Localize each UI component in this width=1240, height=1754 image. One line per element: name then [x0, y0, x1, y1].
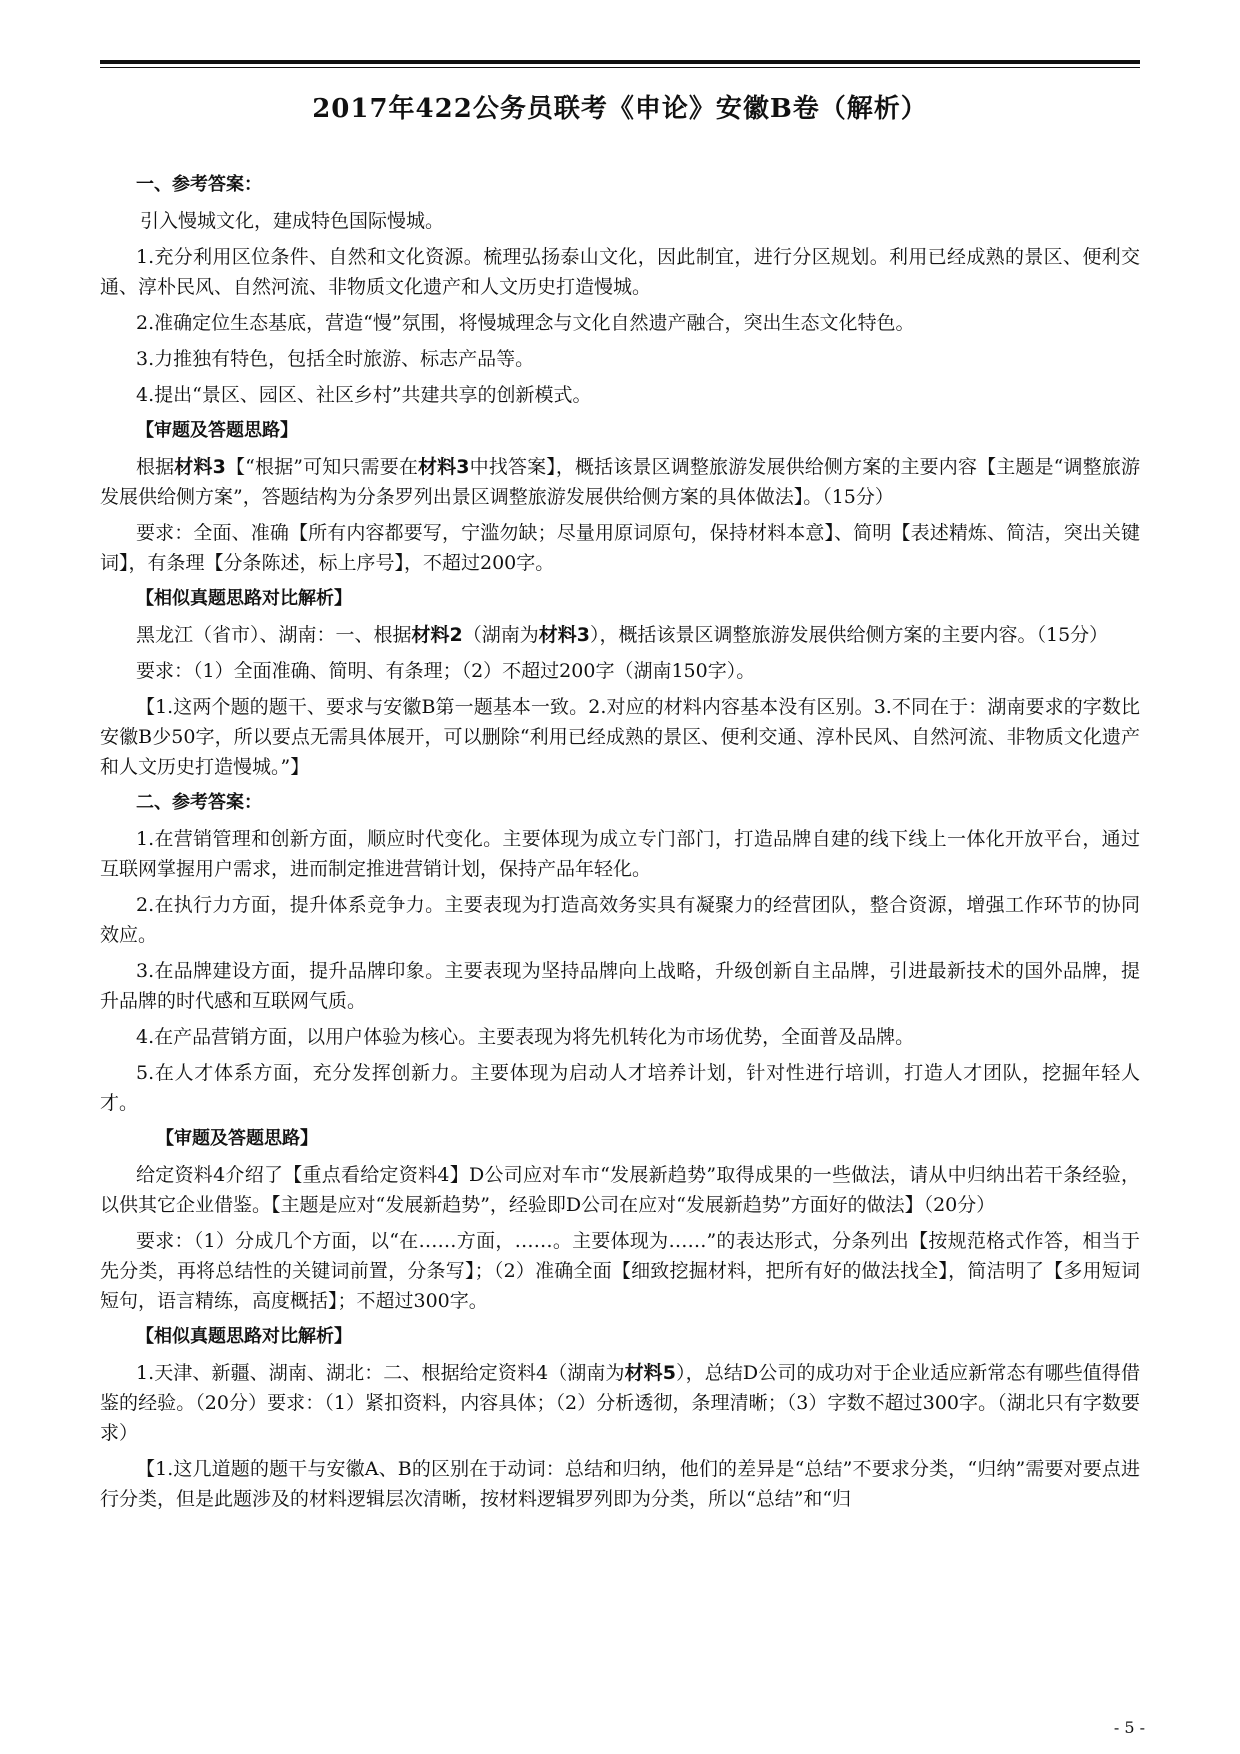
section-1-item-1: 1.充分利用区位条件、自然和文化资源。梳理弘扬泰山文化，因此制宜，进行分区规划。利用已经成熟的景区、便利交通、淳朴民风、自然河流、非物质文化遗产和人文历史打造慢城。 [100, 246, 1140, 298]
section-1-requirements: 要求：全面、准确【所有内容都要写，宁滥勿缺；尽量用原词原句，保持材料本意】、简明【表述精炼、简洁，突出关键词】，有条理【分条陈述，标上序号】，不超过200字。 [100, 522, 1140, 574]
section-2-item-3: 3.在品牌建设方面，提升品牌印象。主要表现为坚持品牌向上战略，升级创新自主品牌，引进最新技术的国外品牌，提升品牌的时代感和互联网气质。 [100, 960, 1140, 1012]
top-rule-thin [100, 67, 1140, 68]
page-number: - 5 - [1113, 1718, 1145, 1737]
section-2-heading: 二、参考答案： [136, 792, 262, 813]
section-1-intro: 引入慢城文化，建成特色国际慢城。 [140, 210, 445, 232]
section-1-similar-heading: 【相似真题思路对比解析】 [136, 588, 352, 609]
section-2-item-1: 1.在营销管理和创新方面，顺应时代变化。主要体现为成立专门部门，打造品牌自建的线下线上一体化开放平台，通过互联网掌握用户需求，进而制定推进营销计划，保持产品年轻化。 [100, 828, 1140, 880]
section-1-similar-paragraph: 黑龙江（省市）、湖南：一、根据材料2（湖南为材料3），概括该景区调整旅游发展供给侧方案的主要内容。（15分） [136, 624, 1109, 646]
section-2-requirements: 要求：（1）分成几个方面，以“在……方面，……。主要体现为……”的表达形式，分条列出【按规范格式作答，相当于先分类，再将总结性的关键词前置，分条写】；（2）准确全面【细致挖掘材料，把所有好的做法找全】，简洁明了【多用短词短句，语言精练，高度概括】；不超过300字。 [100, 1230, 1140, 1312]
top-rule-thick [100, 60, 1140, 64]
section-1-item-4: 4.提出“景区、园区、社区乡村”共建共享的创新模式。 [136, 384, 592, 406]
section-1-similar-requirements: 要求：（1）全面准确、简明、有条理；（2）不超过200字（湖南150字）。 [136, 660, 756, 682]
section-1-item-2: 2.准确定位生态基底，营造“慢”氛围，将慢城理念与文化自然遗产融合，突出生态文化特色。 [136, 312, 915, 334]
section-1-item-3: 3.力推独有特色，包括全时旅游、标志产品等。 [136, 348, 535, 370]
document-body [100, 170, 1140, 1520]
section-2-review-paragraph: 给定资料4介绍了【重点看给定资料4】D公司应对车市“发展新趋势”取得成果的一些做法，请从中归纳出若干条经验，以供其它企业借鉴。【主题是应对“发展新趋势”，经验即D公司在应对“发展新趋势”方面好的做法】（20分） [100, 1164, 1140, 1216]
section-2-similar-heading: 【相似真题思路对比解析】 [136, 1326, 352, 1347]
section-1-heading: 一、参考答案： [136, 174, 262, 195]
section-2-review-heading: 【审题及答题思路】 [156, 1128, 318, 1149]
page-title: 2017年422公务员联考《申论》安徽B卷（解析） [312, 94, 928, 124]
section-1-review-paragraph: 根据材料3【“根据”可知只需要在材料3中找答案】，概括该景区调整旅游发展供给侧方案的主要内容【主题是“调整旅游发展供给侧方案”，答题结构为分条罗列出景区调整旅游发展供给侧方案的具体做法】。（15分） [100, 456, 1140, 508]
section-2-item-5: 5.在人才体系方面，充分发挥创新力。主要体现为启动人才培养计划，针对性进行培训，打造人才团队，挖掘年轻人才。 [100, 1062, 1140, 1114]
section-2-similar-comparison: 【1.这几道题的题干与安徽A、B的区别在于动词：总结和归纳，他们的差异是“总结”不要求分类，“归纳”需要对要点进行分类，但是此题涉及的材料逻辑层次清晰，按材料逻辑罗列即为分类，所以“总结”和“归 [100, 1458, 1140, 1510]
section-1-review-heading: 【审题及答题思路】 [136, 420, 298, 441]
section-2-item-2: 2.在执行力方面，提升体系竞争力。主要表现为打造高效务实具有凝聚力的经营团队，整合资源，增强工作环节的协同效应。 [100, 894, 1140, 946]
section-2-similar-paragraph: 1.天津、新疆、湖南、湖北：二、根据给定资料4（湖南为材料5），总结D公司的成功对于企业适应新常态有哪些值得借鉴的经验。（20分）要求：（1）紧扣资料，内容具体；（2）分析透彻，条理清晰；（3）字数不超过300字。（湖北只有字数要求） [100, 1362, 1140, 1444]
section-2-item-4: 4.在产品营销方面，以用户体验为核心。主要表现为将先机转化为市场优势，全面普及品牌。 [136, 1026, 915, 1048]
section-1-similar-comparison: 【1.这两个题的题干、要求与安徽B第一题基本一致。2.对应的材料内容基本没有区别。3.不同在于：湖南要求的字数比安徽B少50字，所以要点无需具体展开，可以删除“利用已经成熟的景区、便利交通、淳朴民风、自然河流、非物质文化遗产和人文历史打造慢城。”】 [100, 696, 1140, 778]
